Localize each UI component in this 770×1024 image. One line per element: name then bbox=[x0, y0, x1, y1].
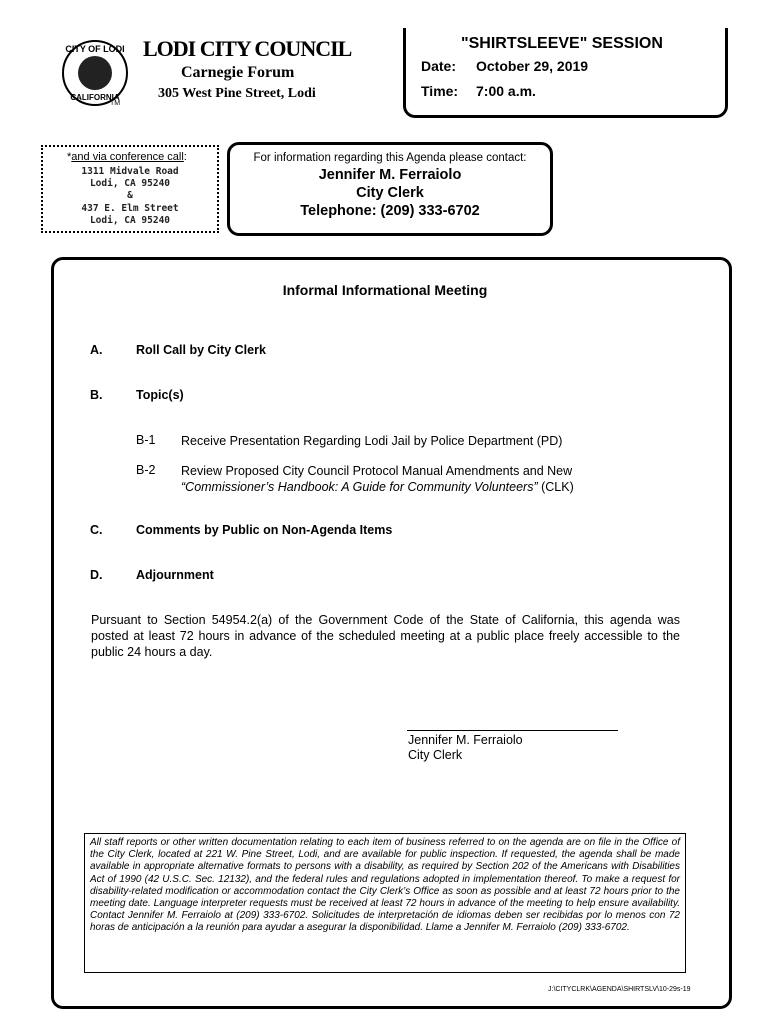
date-value: October 29, 2019 bbox=[476, 58, 589, 74]
seal-bottom-text: CALIFORNIA bbox=[70, 93, 120, 102]
city-seal-logo bbox=[62, 40, 128, 106]
address-line: 437 E. Elm Street bbox=[81, 202, 179, 214]
venue-address: 305 West Pine Street, Lodi bbox=[158, 86, 316, 101]
item-letter: D. bbox=[90, 568, 103, 582]
item-roll-call: Roll Call by City Clerk bbox=[136, 343, 266, 357]
conference-label bbox=[67, 151, 187, 163]
department-code: (CLK) bbox=[537, 480, 574, 494]
time-value: 7:00 a.m. bbox=[476, 83, 536, 99]
item-letter: A. bbox=[90, 343, 103, 357]
contact-name: Jennifer M. Ferraiolo bbox=[318, 167, 462, 183]
address-line: Lodi, CA 95240 bbox=[89, 214, 171, 226]
conference-colon: : bbox=[183, 151, 187, 163]
item-public-comments: Comments by Public on Non-Agenda Items bbox=[136, 523, 393, 537]
item-letter: C. bbox=[90, 523, 103, 537]
conference-addresses bbox=[43, 166, 217, 227]
session-box bbox=[403, 28, 728, 118]
subitem-code: B-1 bbox=[136, 433, 156, 447]
subitem-code: B-2 bbox=[136, 463, 156, 477]
date-label: Date: bbox=[421, 58, 457, 74]
contact-box bbox=[227, 142, 553, 236]
accessibility-disclaimer: All staff reports or other written documentation relating to each item of business referred to on the agenda are on file in the Office of the City Clerk, located at 221 W. Pine Street, Lodi, and are available for public inspection. If requested, the agenda shall be made available in appropriate alternative formats to persons with a disability, as required by Section 202 of the Americans with Disabilities Act of 1990 (42 U.S.C. Sec. 12132), and the federal rules and regulations adopted in implementation thereof. To make a request for disability-related modification or accommodation contact the City Clerk’s Office as soon as possible and at least 72 hours prior to the meeting date. Language interpreter requests must be received at least 72 hours in advance of the meeting to help ensure availability. Contact Jennifer M. Ferraiolo at (209) 333-6702. Solicitudes de interpretación de idiomas deben ser recibidas por lo menos con 72 horas de anticipación a la reunión para ayudar a asegurar la disponibilidad. Llame a Jennifer M. Ferraiolo (209) 333-6702. bbox=[84, 833, 686, 973]
item-letter: B. bbox=[90, 388, 103, 402]
trademark-mark: TM bbox=[110, 100, 121, 107]
time-label: Time: bbox=[421, 83, 459, 99]
venue-name: Carnegie Forum bbox=[181, 64, 295, 81]
seal-top-text: CITY OF LODI bbox=[65, 44, 125, 54]
session-title: "SHIRTSLEEVE" SESSION bbox=[461, 35, 663, 52]
signature-name: Jennifer M. Ferraiolo bbox=[408, 733, 523, 747]
agenda-heading: Informal Informational Meeting bbox=[282, 282, 488, 298]
address-line: 1311 Midvale Road bbox=[81, 166, 179, 177]
council-title: LODI CITY COUNCIL bbox=[143, 36, 352, 61]
conference-call-box bbox=[41, 145, 219, 233]
file-path: J:\CITYCLRK\AGENDA\SHIRTSLV\10-29s-19 bbox=[548, 986, 691, 993]
address-line: & bbox=[127, 190, 133, 202]
signature-title: City Clerk bbox=[408, 748, 463, 762]
subitem-b2-line2 bbox=[181, 479, 651, 495]
item-adjournment: Adjournment bbox=[136, 568, 214, 582]
contact-intro: For information regarding this Agenda please contact: bbox=[253, 152, 527, 164]
posting-notice: Pursuant to Section 54954.2(a) of the Government Code of the State of California, this agenda was posted at least 72 hours in advance of the scheduled meeting at a public place freely accessible to the public 24 hours a day. bbox=[91, 613, 680, 659]
subitem-b2-text bbox=[181, 463, 651, 495]
grapes-icon bbox=[78, 56, 112, 90]
signature-line bbox=[407, 730, 618, 731]
handbook-title: “Commissioner’s Handbook: A Guide for Community Volunteers” bbox=[181, 480, 538, 494]
contact-role: City Clerk bbox=[356, 185, 424, 201]
subitem-b1-text: Receive Presentation Regarding Lodi Jail by Police Department (PD) bbox=[181, 434, 563, 448]
subitem-b2-line1: Review Proposed City Council Protocol Manual Amendments and New bbox=[181, 464, 573, 478]
asterisk: * bbox=[67, 151, 72, 163]
item-topics: Topic(s) bbox=[136, 388, 184, 402]
conference-label-text: and via conference call bbox=[71, 151, 184, 163]
address-line: Lodi, CA 95240 bbox=[89, 178, 171, 190]
contact-phone: Telephone: (209) 333-6702 bbox=[300, 203, 480, 219]
